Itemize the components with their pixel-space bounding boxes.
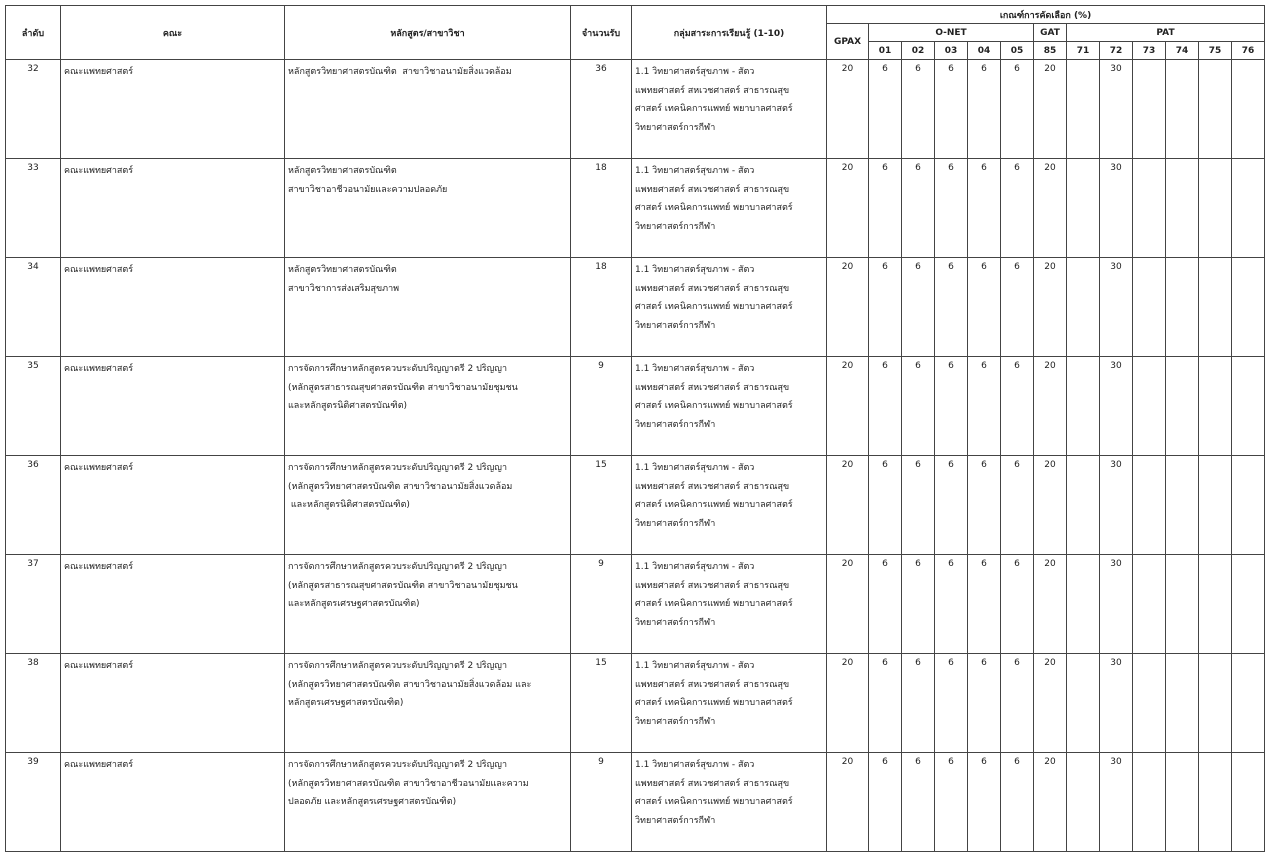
cell-pat-72: 30 [1100, 159, 1133, 258]
cell-subject-group: 1.1 วิทยาศาสตร์สุขภาพ - สัตว แพทยศาสตร์ สหเวชศาสตร์ สาธารณสุข ศาสตร์ เทคนิคการแพทย์ พยาบาลศาสตร์ วิทยาศาสตร์การกีฬา [632, 654, 827, 753]
cell-pat-71 [1067, 357, 1100, 456]
cell-onet-05: 6 [1001, 654, 1034, 753]
cell-onet-05: 6 [1001, 753, 1034, 852]
cell-onet-03: 6 [935, 456, 968, 555]
table-row [6, 654, 1265, 753]
cell-pat-71 [1067, 555, 1100, 654]
cell-seats: 18 [571, 159, 632, 258]
cell-pat-74 [1166, 753, 1199, 852]
cell-onet-04: 6 [968, 258, 1001, 357]
cell-pat-72: 30 [1100, 60, 1133, 159]
cell-pat-76 [1232, 555, 1265, 654]
cell-pat-71 [1067, 753, 1100, 852]
cell-gpax: 20 [827, 258, 869, 357]
cell-pat-75 [1199, 555, 1232, 654]
cell-pat-76 [1232, 159, 1265, 258]
cell-onet-01: 6 [869, 753, 902, 852]
cell-subject-group: 1.1 วิทยาศาสตร์สุขภาพ - สัตว แพทยศาสตร์ สหเวชศาสตร์ สาธารณสุข ศาสตร์ เทคนิคการแพทย์ พยาบาลศาสตร์ วิทยาศาสตร์การกีฬา [632, 60, 827, 159]
cell-onet-02: 6 [902, 456, 935, 555]
col-header-faculty: คณะ [61, 6, 285, 60]
cell-pat-73 [1133, 753, 1166, 852]
cell-gpax: 20 [827, 60, 869, 159]
cell-onet-04: 6 [968, 456, 1001, 555]
header-row-1 [6, 6, 1265, 24]
col-header-pat-71: 71 [1067, 42, 1100, 60]
cell-pat-73 [1133, 654, 1166, 753]
table-row [6, 60, 1265, 159]
cell-gpax: 20 [827, 159, 869, 258]
cell-pat-74 [1166, 159, 1199, 258]
cell-onet-05: 6 [1001, 555, 1034, 654]
cell-program: หลักสูตรวิทยาศาสตรบัณฑิต สาขาวิชาการส่งเสริมสุขภาพ [285, 258, 571, 357]
cell-pat-73 [1133, 555, 1166, 654]
cell-onet-02: 6 [902, 159, 935, 258]
col-header-pat-76: 76 [1232, 42, 1265, 60]
cell-pat-75 [1199, 654, 1232, 753]
cell-faculty: คณะแพทยศาสตร์ [61, 357, 285, 456]
cell-pat-71 [1067, 654, 1100, 753]
cell-pat-73 [1133, 456, 1166, 555]
cell-pat-75 [1199, 357, 1232, 456]
cell-onet-01: 6 [869, 555, 902, 654]
table-row [6, 753, 1265, 852]
cell-subject-group: 1.1 วิทยาศาสตร์สุขภาพ - สัตว แพทยศาสตร์ สหเวชศาสตร์ สาธารณสุข ศาสตร์ เทคนิคการแพทย์ พยาบาลศาสตร์ วิทยาศาสตร์การกีฬา [632, 753, 827, 852]
cell-onet-01: 6 [869, 258, 902, 357]
cell-gat-85: 20 [1034, 753, 1067, 852]
cell-onet-05: 6 [1001, 60, 1034, 159]
cell-onet-02: 6 [902, 60, 935, 159]
cell-pat-75 [1199, 159, 1232, 258]
cell-gat-85: 20 [1034, 60, 1067, 159]
cell-faculty: คณะแพทยศาสตร์ [61, 60, 285, 159]
cell-program: การจัดการศึกษาหลักสูตรควบระดับปริญญาตรี 2 ปริญญา (หลักสูตรสาธารณสุขศาสตรบัณฑิต สาขาวิชาอนามัยชุมชน และหลักสูตรเศรษฐศาสตรบัณฑิต) [285, 555, 571, 654]
table-row [6, 456, 1265, 555]
cell-seats: 9 [571, 555, 632, 654]
col-header-pat-73: 73 [1133, 42, 1166, 60]
cell-onet-03: 6 [935, 357, 968, 456]
cell-program: การจัดการศึกษาหลักสูตรควบระดับปริญญาตรี 2 ปริญญา (หลักสูตรวิทยาศาสตรบัณฑิต สาขาวิชาอนามัยสิ่งแวดล้อม และ หลักสูตรเศรษฐศาสตรบัณฑิต) [285, 654, 571, 753]
cell-pat-73 [1133, 357, 1166, 456]
cell-order: 35 [6, 357, 61, 456]
cell-faculty: คณะแพทยศาสตร์ [61, 456, 285, 555]
cell-faculty: คณะแพทยศาสตร์ [61, 753, 285, 852]
cell-onet-05: 6 [1001, 258, 1034, 357]
table-row [6, 258, 1265, 357]
cell-onet-02: 6 [902, 258, 935, 357]
cell-pat-72: 30 [1100, 357, 1133, 456]
cell-pat-72: 30 [1100, 555, 1133, 654]
cell-onet-03: 6 [935, 60, 968, 159]
col-header-onet-03: 03 [935, 42, 968, 60]
cell-pat-74 [1166, 357, 1199, 456]
cell-onet-03: 6 [935, 258, 968, 357]
cell-onet-04: 6 [968, 357, 1001, 456]
cell-order: 39 [6, 753, 61, 852]
cell-onet-02: 6 [902, 357, 935, 456]
admission-criteria-table [5, 5, 1265, 852]
cell-gpax: 20 [827, 654, 869, 753]
cell-pat-76 [1232, 753, 1265, 852]
cell-onet-04: 6 [968, 555, 1001, 654]
cell-pat-73 [1133, 60, 1166, 159]
cell-seats: 15 [571, 456, 632, 555]
col-header-pat-72: 72 [1100, 42, 1133, 60]
cell-pat-76 [1232, 357, 1265, 456]
cell-seats: 9 [571, 357, 632, 456]
cell-gat-85: 20 [1034, 159, 1067, 258]
cell-pat-75 [1199, 753, 1232, 852]
col-header-criteria: เกณฑ์การคัดเลือก (%) [827, 6, 1265, 24]
cell-pat-71 [1067, 159, 1100, 258]
cell-faculty: คณะแพทยศาสตร์ [61, 258, 285, 357]
cell-pat-72: 30 [1100, 654, 1133, 753]
cell-gat-85: 20 [1034, 357, 1067, 456]
cell-pat-71 [1067, 456, 1100, 555]
cell-onet-01: 6 [869, 60, 902, 159]
cell-order: 37 [6, 555, 61, 654]
cell-pat-73 [1133, 258, 1166, 357]
cell-pat-74 [1166, 258, 1199, 357]
cell-subject-group: 1.1 วิทยาศาสตร์สุขภาพ - สัตว แพทยศาสตร์ สหเวชศาสตร์ สาธารณสุข ศาสตร์ เทคนิคการแพทย์ พยาบาลศาสตร์ วิทยาศาสตร์การกีฬา [632, 258, 827, 357]
cell-onet-02: 6 [902, 654, 935, 753]
cell-faculty: คณะแพทยศาสตร์ [61, 654, 285, 753]
cell-program: การจัดการศึกษาหลักสูตรควบระดับปริญญาตรี 2 ปริญญา (หลักสูตรวิทยาศาสตรบัณฑิต สาขาวิชาอนามัยสิ่งแวดล้อม และหลักสูตรนิติศาสตรบัณฑิต) [285, 456, 571, 555]
cell-gat-85: 20 [1034, 456, 1067, 555]
cell-gat-85: 20 [1034, 258, 1067, 357]
cell-gat-85: 20 [1034, 555, 1067, 654]
cell-pat-75 [1199, 456, 1232, 555]
cell-onet-05: 6 [1001, 357, 1034, 456]
col-header-onet: O-NET [869, 24, 1034, 42]
cell-pat-76 [1232, 456, 1265, 555]
cell-program: หลักสูตรวิทยาศาสตรบัณฑิต สาขาวิชาอาชีวอนามัยและความปลอดภัย [285, 159, 571, 258]
col-header-gat-85: 85 [1034, 42, 1067, 60]
table-row [6, 357, 1265, 456]
col-header-onet-02: 02 [902, 42, 935, 60]
cell-pat-74 [1166, 555, 1199, 654]
cell-faculty: คณะแพทยศาสตร์ [61, 159, 285, 258]
cell-pat-72: 30 [1100, 456, 1133, 555]
cell-pat-75 [1199, 60, 1232, 159]
col-header-seats: จำนวนรับ [571, 6, 632, 60]
cell-onet-01: 6 [869, 159, 902, 258]
cell-order: 36 [6, 456, 61, 555]
cell-onet-04: 6 [968, 60, 1001, 159]
cell-gpax: 20 [827, 555, 869, 654]
cell-pat-72: 30 [1100, 753, 1133, 852]
cell-onet-02: 6 [902, 555, 935, 654]
cell-pat-74 [1166, 60, 1199, 159]
col-header-subject-group: กลุ่มสาระการเรียนรู้ (1-10) [632, 6, 827, 60]
cell-pat-76 [1232, 258, 1265, 357]
col-header-program: หลักสูตร/สาขาวิชา [285, 6, 571, 60]
col-header-order: ลำดับ [6, 6, 61, 60]
cell-seats: 15 [571, 654, 632, 753]
cell-onet-03: 6 [935, 159, 968, 258]
cell-subject-group: 1.1 วิทยาศาสตร์สุขภาพ - สัตว แพทยศาสตร์ สหเวชศาสตร์ สาธารณสุข ศาสตร์ เทคนิคการแพทย์ พยาบาลศาสตร์ วิทยาศาสตร์การกีฬา [632, 555, 827, 654]
admission-criteria-sheet [5, 5, 1265, 852]
cell-pat-76 [1232, 60, 1265, 159]
col-header-pat-75: 75 [1199, 42, 1232, 60]
cell-gat-85: 20 [1034, 654, 1067, 753]
col-header-onet-01: 01 [869, 42, 902, 60]
cell-onet-04: 6 [968, 753, 1001, 852]
cell-pat-74 [1166, 456, 1199, 555]
cell-seats: 36 [571, 60, 632, 159]
cell-subject-group: 1.1 วิทยาศาสตร์สุขภาพ - สัตว แพทยศาสตร์ สหเวชศาสตร์ สาธารณสุข ศาสตร์ เทคนิคการแพทย์ พยาบาลศาสตร์ วิทยาศาสตร์การกีฬา [632, 456, 827, 555]
cell-gpax: 20 [827, 753, 869, 852]
cell-seats: 9 [571, 753, 632, 852]
cell-order: 38 [6, 654, 61, 753]
cell-subject-group: 1.1 วิทยาศาสตร์สุขภาพ - สัตว แพทยศาสตร์ สหเวชศาสตร์ สาธารณสุข ศาสตร์ เทคนิคการแพทย์ พยาบาลศาสตร์ วิทยาศาสตร์การกีฬา [632, 357, 827, 456]
cell-subject-group: 1.1 วิทยาศาสตร์สุขภาพ - สัตว แพทยศาสตร์ สหเวชศาสตร์ สาธารณสุข ศาสตร์ เทคนิคการแพทย์ พยาบาลศาสตร์ วิทยาศาสตร์การกีฬา [632, 159, 827, 258]
cell-pat-76 [1232, 654, 1265, 753]
cell-onet-05: 6 [1001, 159, 1034, 258]
cell-onet-03: 6 [935, 555, 968, 654]
cell-order: 34 [6, 258, 61, 357]
cell-faculty: คณะแพทยศาสตร์ [61, 555, 285, 654]
cell-pat-74 [1166, 654, 1199, 753]
cell-onet-03: 6 [935, 654, 968, 753]
col-header-pat-74: 74 [1166, 42, 1199, 60]
cell-onet-04: 6 [968, 159, 1001, 258]
col-header-onet-04: 04 [968, 42, 1001, 60]
cell-gpax: 20 [827, 357, 869, 456]
col-header-gat: GAT [1034, 24, 1067, 42]
col-header-onet-05: 05 [1001, 42, 1034, 60]
cell-pat-71 [1067, 60, 1100, 159]
cell-pat-71 [1067, 258, 1100, 357]
table-body [6, 60, 1265, 852]
cell-onet-04: 6 [968, 654, 1001, 753]
col-header-pat: PAT [1067, 24, 1265, 42]
cell-program: การจัดการศึกษาหลักสูตรควบระดับปริญญาตรี 2 ปริญญา (หลักสูตรสาธารณสุขศาสตรบัณฑิต สาขาวิชาอนามัยชุมชน และหลักสูตรนิติศาสตรบัณฑิต) [285, 357, 571, 456]
cell-gpax: 20 [827, 456, 869, 555]
cell-program: การจัดการศึกษาหลักสูตรควบระดับปริญญาตรี 2 ปริญญา (หลักสูตรวิทยาศาสตรบัณฑิต สาขาวิชาอาชีวอนามัยและความ ปลอดภัย และหลักสูตรเศรษฐศาสตรบัณฑิต) [285, 753, 571, 852]
cell-onet-01: 6 [869, 456, 902, 555]
table-row [6, 159, 1265, 258]
cell-order: 32 [6, 60, 61, 159]
cell-onet-01: 6 [869, 357, 902, 456]
cell-order: 33 [6, 159, 61, 258]
cell-seats: 18 [571, 258, 632, 357]
cell-onet-02: 6 [902, 753, 935, 852]
cell-pat-72: 30 [1100, 258, 1133, 357]
cell-onet-03: 6 [935, 753, 968, 852]
cell-onet-05: 6 [1001, 456, 1034, 555]
col-header-gpax: GPAX [827, 24, 869, 60]
table-row [6, 555, 1265, 654]
cell-pat-75 [1199, 258, 1232, 357]
cell-pat-73 [1133, 159, 1166, 258]
cell-onet-01: 6 [869, 654, 902, 753]
cell-program: หลักสูตรวิทยาศาสตรบัณฑิต สาขาวิชาอนามัยสิ่งแวดล้อม [285, 60, 571, 159]
